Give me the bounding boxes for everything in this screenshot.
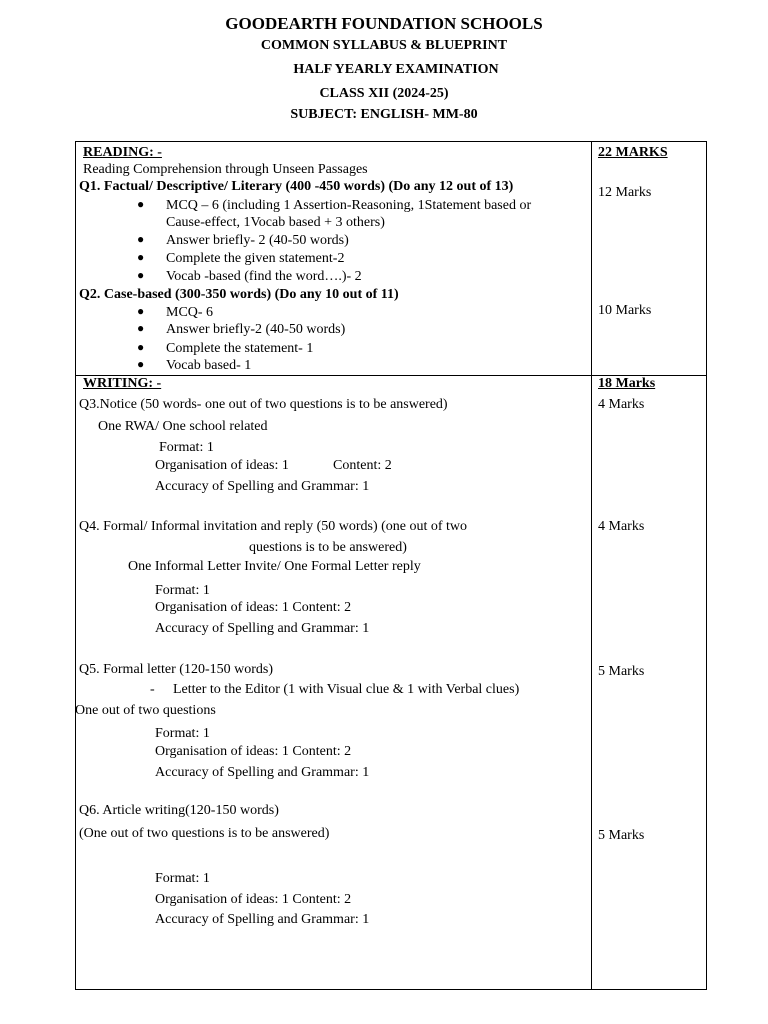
- q4-accuracy: Accuracy of Spelling and Grammar: 1: [155, 621, 370, 636]
- bullet-icon: ●: [137, 304, 145, 318]
- school-name: GOODEARTH FOUNDATION SCHOOLS: [225, 14, 543, 33]
- q4-marks: 4 Marks: [598, 519, 645, 534]
- q4-title-cont: questions is to be answered): [249, 540, 407, 555]
- q6-org-content: Organisation of ideas: 1 Content: 2: [155, 892, 352, 907]
- q5-sub: Letter to the Editor (1 with Visual clue & 1 with Verbal clues): [173, 682, 520, 697]
- reading-marks-total: 22 MARKS: [598, 145, 668, 160]
- bullet-icon: ●: [137, 197, 145, 211]
- q5-note: One out of two questions: [75, 703, 216, 718]
- subject-title: SUBJECT: ENGLISH- MM-80: [290, 107, 478, 122]
- writing-heading: WRITING: -: [83, 376, 162, 391]
- q5-accuracy: Accuracy of Spelling and Grammar: 1: [155, 765, 370, 780]
- bullet-icon: ●: [137, 321, 145, 335]
- q2-title: Q2. Case-based (300-350 words) (Do any 10 out of 11): [79, 287, 399, 302]
- bullet-icon: ●: [137, 268, 145, 282]
- q2-item: Answer briefly-2 (40-50 words): [166, 322, 346, 337]
- q1-item: Vocab -based (find the word….)- 2: [166, 269, 362, 284]
- class-title: CLASS XII (2024-25): [319, 86, 449, 101]
- q5-format: Format: 1: [155, 726, 210, 741]
- syllabus-title: COMMON SYLLABUS & BLUEPRINT: [260, 38, 508, 53]
- q6-marks: 5 Marks: [598, 828, 645, 843]
- q3-organisation: Organisation of ideas: 1: [155, 458, 289, 473]
- q1-item: Answer briefly- 2 (40-50 words): [166, 233, 349, 248]
- exam-title: HALF YEARLY EXAMINATION: [293, 62, 499, 77]
- q6-sub: (One out of two questions is to be answered): [79, 826, 330, 841]
- q2-item: MCQ- 6: [166, 305, 214, 320]
- q1-title: Q1. Factual/ Descriptive/ Literary (400 -450 words) (Do any 12 out of 13): [79, 179, 514, 194]
- reading-heading: READING: -: [83, 145, 162, 160]
- q4-sub: One Informal Letter Invite/ One Formal Letter reply: [128, 559, 421, 574]
- q6-format: Format: 1: [155, 871, 210, 886]
- q3-marks: 4 Marks: [598, 397, 645, 412]
- q1-item: Complete the given statement-2: [166, 251, 345, 266]
- q3-sub: One RWA/ One school related: [98, 419, 268, 434]
- q1-marks: 12 Marks: [598, 185, 652, 200]
- q3-format: Format: 1: [159, 440, 214, 455]
- q1-item: Cause-effect, 1Vocab based + 3 others): [166, 215, 385, 230]
- reading-intro: Reading Comprehension through Unseen Passages: [83, 162, 368, 177]
- q2-marks: 10 Marks: [598, 303, 652, 318]
- q3-content: Content: 2: [333, 458, 392, 473]
- q5-dash: -: [150, 682, 155, 697]
- q2-item: Complete the statement- 1: [166, 341, 314, 356]
- q5-marks: 5 Marks: [598, 664, 645, 679]
- bullet-icon: ●: [137, 340, 145, 354]
- column-divider: [591, 141, 592, 990]
- q5-title: Q5. Formal letter (120-150 words): [79, 662, 274, 677]
- q4-title: Q4. Formal/ Informal invitation and reply (50 words) (one out of two: [79, 519, 468, 534]
- q5-org-content: Organisation of ideas: 1 Content: 2: [155, 744, 352, 759]
- bullet-icon: ●: [137, 250, 145, 264]
- q3-accuracy: Accuracy of Spelling and Grammar: 1: [155, 479, 370, 494]
- writing-marks-total: 18 Marks: [598, 376, 656, 391]
- q2-item: Vocab based- 1: [166, 358, 252, 373]
- bullet-icon: ●: [137, 357, 145, 371]
- q6-accuracy: Accuracy of Spelling and Grammar: 1: [155, 912, 370, 927]
- q3-title: Q3.Notice (50 words- one out of two questions is to be answered): [79, 397, 448, 412]
- q6-title: Q6. Article writing(120-150 words): [79, 803, 279, 818]
- q4-org-content: Organisation of ideas: 1 Content: 2: [155, 600, 352, 615]
- bullet-icon: ●: [137, 232, 145, 246]
- q4-format: Format: 1: [155, 583, 210, 598]
- q1-item: MCQ – 6 (including 1 Assertion-Reasoning, 1Statement based or: [166, 198, 532, 213]
